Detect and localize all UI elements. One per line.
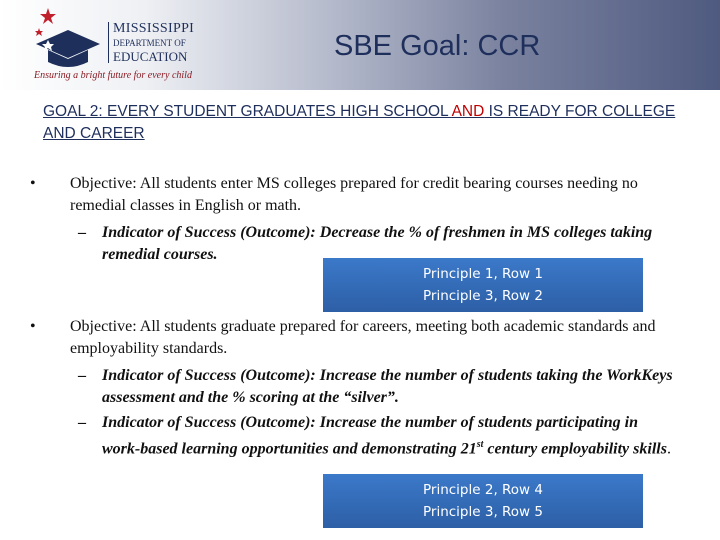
superscript: st (476, 439, 484, 450)
objective-2: Objective: All students graduate prepared for careers, meeting both academic standards and employability standards. (70, 318, 656, 357)
goal-heading (43, 101, 683, 145)
logo-line1: MISSISSIPPI (113, 21, 195, 36)
principle-line: Principle 2, Row 4 (423, 482, 543, 498)
logo-tagline: Ensuring a bright future for every child (34, 70, 192, 81)
graduation-cap-icon (34, 6, 104, 68)
logo-line2: DEPARTMENT OF (113, 38, 186, 48)
indicator-2 (78, 365, 682, 409)
bullet: • (30, 175, 36, 192)
indicator-3 (78, 412, 672, 460)
indicator-text: Indicator of Success (Outcome): Increase the number of students taking the WorkKeys assessment and the % scoring at the “silver”. (102, 367, 673, 406)
indicator-text: Indicator of Success (Outcome): Decrease the % of freshmen in MS colleges taking remedial courses. (102, 224, 653, 263)
logo-text (108, 22, 194, 63)
principle-line: Principle 3, Row 2 (423, 288, 543, 304)
principle-line: Principle 3, Row 5 (423, 504, 543, 520)
bullet: • (30, 318, 36, 335)
goal-text-rest: IS READY FOR COLLEGE AND CAREER (43, 103, 676, 142)
principle-box-1 (323, 258, 643, 312)
goal-text: GOAL 2: EVERY STUDENT GRADUATES HIGH SCHOOL (43, 103, 452, 120)
dash: – (78, 367, 86, 384)
principle-box-2 (323, 474, 643, 528)
mde-logo (34, 6, 214, 82)
page-title: SBE Goal: CCR (334, 30, 541, 62)
dash: – (78, 414, 86, 431)
period: . (666, 440, 671, 458)
header (0, 0, 720, 90)
objective-1: Objective: All students enter MS colleges prepared for credit bearing courses needing no remedial classes in English or math. (70, 175, 638, 214)
indicator-text: Indicator of Success (Outcome): Increase the number of students participating in work-based learning opportunities and demonstrating 21 (102, 414, 639, 458)
dash: – (78, 224, 86, 241)
indicator-text: century employability skills (483, 440, 667, 458)
logo-line3: EDUCATION (113, 49, 188, 64)
goal-and: AND (451, 103, 485, 120)
principle-line: Principle 1, Row 1 (423, 266, 543, 282)
